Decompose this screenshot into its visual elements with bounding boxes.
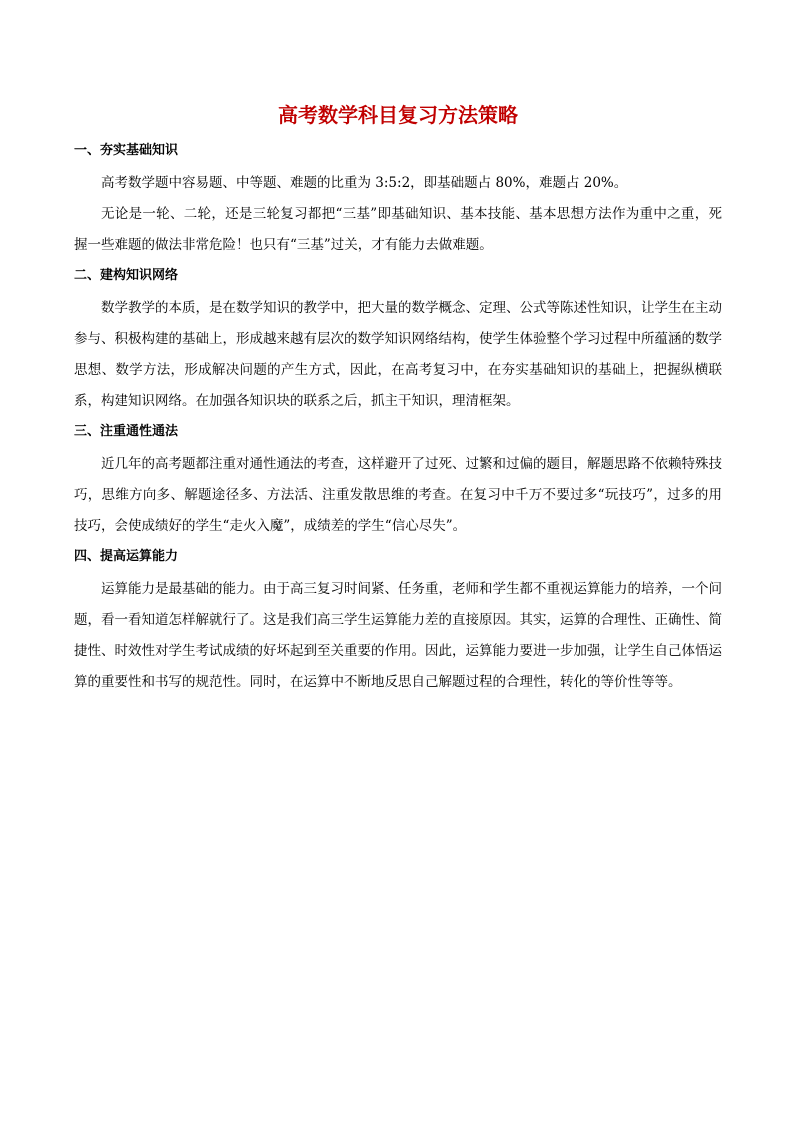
paragraph: 数学教学的本质，是在数学知识的教学中，把大量的数学概念、定理、公式等陈述性知识，让学生在主动参与、积极构建的基础上，形成越来越有层次的数学知识网络结构，使学生体验整个学习过程中所蕴涵的数学思想、数学方法，形成解决问题的产生方式，因此，在高考复习中，在夯实基础知识的基础上，把握纵横联系，构建知识网络。在加强各知识块的联系之后，抓主干知识，理清框架。 — [74, 300, 722, 409]
section-heading: 三、注重通性通法 — [74, 424, 179, 439]
paragraph: 无论是一轮、二轮，还是三轮复习都把“三基”即基础知识、基本技能、基本思想方法作为重中之重，死握一些难题的做法非常危险！也只有“三基”过关，才有能力去做难题。 — [74, 206, 722, 253]
paragraph: 高考数学题中容易题、中等题、难题的比重为 3:5:2，即基础题占 80%，难题占 20%。 — [101, 175, 628, 191]
section-knowledge-network — [74, 265, 722, 417]
section-heading: 四、提高运算能力 — [74, 549, 179, 564]
section-heading: 一、夯实基础知识 — [74, 143, 179, 158]
section-foundation — [74, 140, 722, 261]
section-calculation-ability — [74, 546, 722, 698]
paragraph: 运算能力是最基础的能力。由于高三复习时间紧、任务重，老师和学生都不重视运算能力的培养，一个问题，看一看知道怎样解就行了。这是我们高三学生运算能力差的直接原因。其实，运算的合理性、正确性、简捷性、时效性对学生考试成绩的好坏起到至关重要的作用。因此，运算能力要进一步加强，让学生自己体悟运算的重要性和书写的规范性。同时，在运算中不断地反思自己解题过程的合理性，转化的等价性等等。 — [74, 581, 722, 690]
document-title: 高考数学科目复习方法策略 — [278, 103, 518, 127]
paragraph: 近几年的高考题都注重对通性通法的考查，这样避开了过死、过繁和过偏的题目，解题思路不依赖特殊技巧，思维方向多、解题途径多、方法活、注重发散思维的考查。在复习中千万不要过多“玩技巧”，过多的用技巧，会使成绩好的学生“走火入魔”，成绩差的学生“信心尽失”。 — [74, 456, 722, 534]
document-body — [74, 100, 722, 702]
section-general-methods — [74, 421, 722, 542]
section-heading: 二、建构知识网络 — [74, 268, 179, 283]
